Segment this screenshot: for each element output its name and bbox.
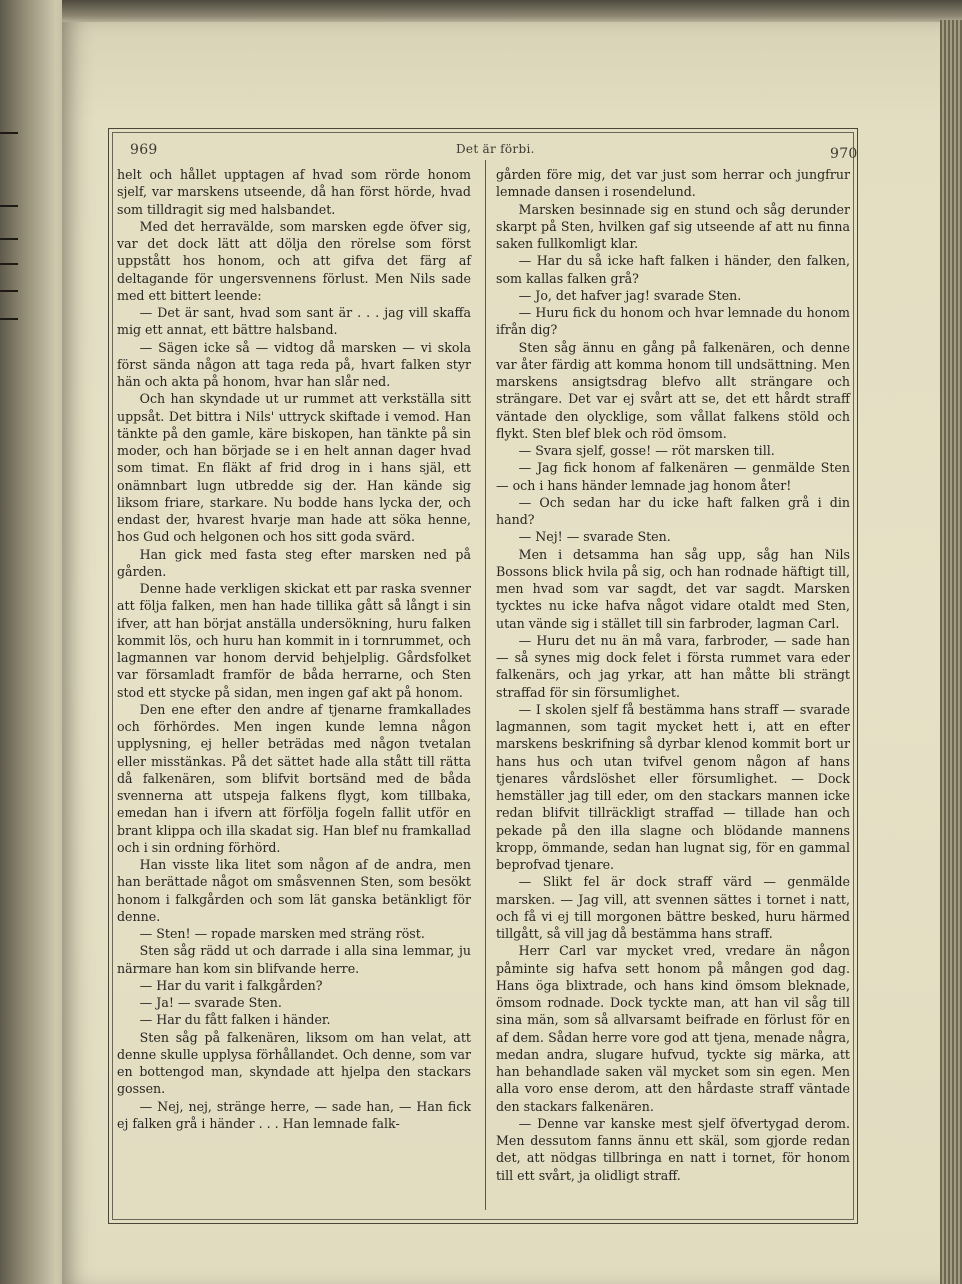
paragraph: — Har du fått falken i händer.	[139, 1012, 331, 1028]
page-number-right: 970	[830, 146, 858, 162]
paragraph: Sten såg på falkenären, liksom om han velat, att denne skulle upplysa förhållandet. Och denne, som var en bottengod man, skyndade att hjelpa den stackars gossen.	[117, 1029, 471, 1097]
paragraph: — Sägen icke så — vidtog då marsken — vi skola först sända någon att taga reda på, hvart falken styr hän och akta på honom, hvar han slår ned.	[117, 339, 471, 389]
paragraph: Sten såg rädd ut och darrade i alla sina lemmar, ju närmare han kom sin blifvande herre.	[117, 943, 471, 976]
spine-mark	[0, 132, 18, 134]
left-column	[117, 166, 471, 1132]
spine-mark	[0, 290, 18, 292]
spine-mark	[0, 318, 18, 320]
paragraph: Den ene efter den andre af tjenarne framkallades och förhördes. Men ingen kunde lemna någon upplysning, ej heller beträdas med någon tvetalan eller misstänkas. På det sättet hade alla stått till rätta då falkenären, som blifvit bortsänd med de båda svennerna att utspeja falkens flygt, kom tillbaka, emedan han i ifvern att förfölja fogeln fallit utför en brant klippa och illa skadat sig. Han blef nu framkallad och i sin ordning förhörd.	[117, 701, 471, 855]
paragraph: helt och hållet upptagen af hvad som rörde honom sjelf, var marskens utseende, då han först hörde, hvad som tilldragit sig med halsbandet.	[117, 167, 471, 217]
paragraph: — Svara sjelf, gosse! — röt marsken till.	[518, 443, 775, 458]
paragraph: Sten såg ännu en gång på falkenären, och denne var åter färdig att komma honom till undsättning. Men marskens ansigtsdrag blefvo allt strängare och strängare. Det var ej svårt att se, det ett hårdt straff väntade den olycklige, som vållat falkens stöld och flykt. Sten blef blek och röd ömsom.	[496, 339, 850, 441]
paragraph: — Slikt fel är dock straff värd — genmälde marsken. — Jag vill, att svennen sättes i tornet i natt, och få vi ej till morgonen bättre besked, huru härmed tillgått, så vill jag då bestämma hans straff.	[496, 874, 850, 941]
spine-mark	[0, 205, 18, 207]
paragraph: — Har du så icke haft falken i händer, den falken, som kallas falken grå?	[496, 253, 850, 286]
column-divider	[485, 160, 486, 1210]
paragraph: Herr Carl var mycket vred, vredare än någon påminte sig hafva sett honom på mången god dag. Hans öga blixtrade, och hans kind ömsom bleknade, ömsom rodnade. Dock tyckte man, att han vil såg till sina män, som så allvarsamt beifrade en förlust för en af dem. Sådan herre vore god att tjena, menade några, medan andra, slugare hufvud, tyckte sig märka, att han behandlade saken väl mycket som sin egen. Men alla voro ense derom, att den hårdaste straff väntade den stackars falkenären.	[496, 943, 850, 1114]
paragraph: — Och sedan har du icke haft falken grå i din hand?	[496, 494, 850, 527]
paragraph: — Har du varit i falkgården?	[139, 977, 323, 993]
spine-mark	[0, 238, 18, 240]
paragraph: Han visste lika litet som någon af de andra, men han berättade något om småsvennen Sten, som besökt honom i falkgården och som lät ganska betänkligt för denne.	[117, 857, 471, 924]
book-spine	[0, 0, 70, 1284]
paragraph: — Jag fick honom af falkenären — genmälde Sten — och i hans händer lemnade jag honom åter!	[496, 460, 850, 493]
paragraph: Han gick med fasta steg efter marsken ned på gården.	[117, 546, 471, 579]
paragraph: — Huru det nu än må vara, farbroder, — sade han — så synes mig dock felet i första rummet vara eder falkenärs, och jag yrkar, att han måtte bli strängt straffad för sin försumlighet.	[496, 632, 850, 700]
paragraph: — Denne var kanske mest sjelf öfvertygad derom. Men dessutom fanns ännu ett skäl, som gjorde redan det, att nödgas tillbringa en natt i tornet, för honom till ett svårt, ja olidligt straff.	[496, 1115, 850, 1183]
paragraph: — Nej! — svarade Sten.	[518, 529, 671, 545]
paragraph: — I skolen sjelf få bestämma hans straff — svarade lagmannen, som tagit mycket hett i, att en efter marskens beskrifning så dyrbar klenod kommit bort ur hans hus och utan tvifvel genom någon af hans tjenares vårdslöshet eller försumlighet. — Dock hemställer jag till eder, om den stackars mannen icke redan blifvit tillräckligt straffad — tillade han och pekade på den illa slagne och blödande mannens kropp, ömmande, sedan han lugnat sig, för en gammal beprofvad tjenare.	[496, 701, 850, 872]
paragraph: Och han skyndade ut ur rummet att verkställa sitt uppsåt. Det bittra i Nils' uttryck skiftade i vemod. Han tänkte på den gamle, käre biskopen, han tänkte på sin moder, och han började se i en helt annan dager hvad som timat. En fläkt af frid drog in i hans själ, ett onämnbart lugn utbredde sig der. Han kände sig liksom friare, starkare. Nu bodde hans lycka der, och endast der, hvarest hvarje man hade att söka henne, hos Gud och helgonen och hos sitt goda svärd.	[117, 391, 471, 545]
paragraph: — Jo, det hafver jag! svarade Sten.	[518, 287, 742, 303]
running-title: Det är förbi.	[456, 142, 535, 156]
paragraph: Marsken besinnade sig en stund och såg derunder skarpt på Sten, hvilken gaf sig utseende af att nu finna saken fullkomligt klar.	[496, 201, 850, 251]
paragraph: — Huru fick du honom och hvar lemnade du honom ifrån dig?	[496, 305, 850, 338]
spine-mark	[0, 263, 18, 265]
paragraph: — Det är sant, hvad som sant är . . . jag vill skaffa mig ett annat, ett bättre halsband.	[117, 305, 471, 338]
paragraph: Men i detsamma han såg upp, såg han Nils Bossons blick hvila på sig, och han rodnade häftigt till, men hvad som var sagdt, det var sagdt. Marsken tycktes nu icke hafva något vidare otaldt med Sten, utan vände sig i stället till sin farbroder, lagman Carl.	[496, 546, 850, 631]
right-column	[496, 166, 850, 1184]
paragraph: gården före mig, det var just som herrar och jungfrur lemnade dansen i rosendelund.	[496, 167, 850, 200]
page-number-left: 969	[130, 142, 158, 158]
paragraph: Denne hade verkligen skickat ett par raska svenner att följa falken, men han hade tillika gått så långt i sin ifver, att han börjat anställa undersökning, huru falken kommit lös, och huru han kommit in i tornrummet, och lagmannen var honom dervid behjelplig. Gårdsfolket var församladt framför de båda herrarne, och Sten stod ett stycke på sidan, men ingen gaf akt på honom.	[117, 581, 471, 700]
paragraph: — Sten! — ropade marsken med sträng röst.	[139, 926, 425, 941]
paragraph: — Nej, nej, stränge herre, — sade han, — Han fick ej falken grå i händer . . . Han lemnade falk-	[117, 1098, 471, 1131]
page-fore-edge	[940, 20, 962, 1284]
paragraph: — Ja! — svarade Sten.	[139, 995, 282, 1010]
paragraph: Med det herravälde, som marsken egde öfver sig, var det dock lätt att dölja den rörelse som först uppstått hos honom, och att gifva det färg af deltagande för ungersvennens förlust. Men Nils sade med ett bittert leende:	[117, 218, 471, 303]
